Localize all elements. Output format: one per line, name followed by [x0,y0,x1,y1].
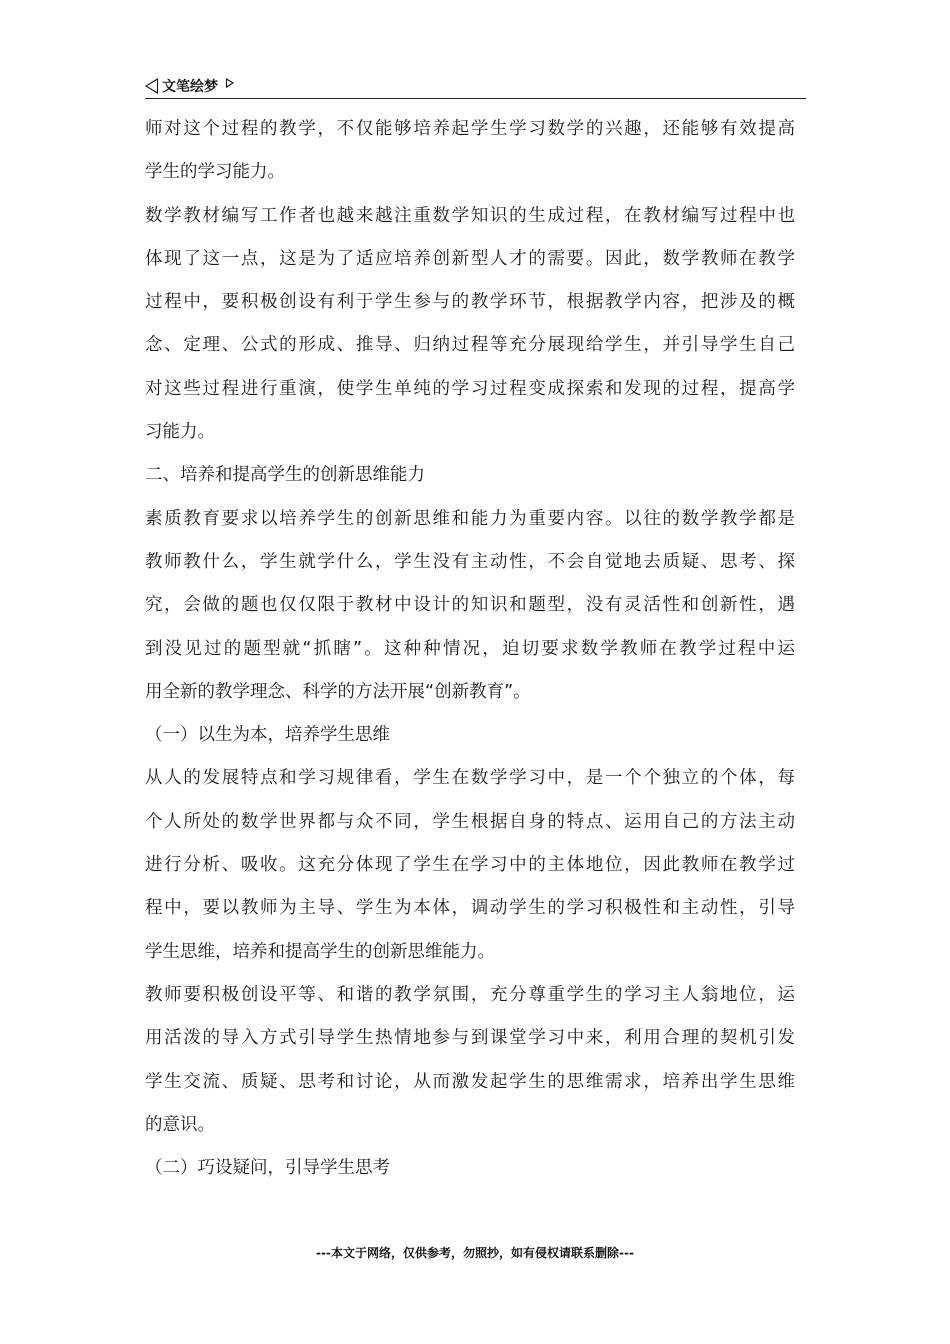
text-line: 的意识。 [145,1114,215,1135]
text-line: 用活泼的导入方式引导学生热情地参与到课堂学习中来，利用合理的契机引发 [145,1028,795,1049]
text-line: 二、培养和提高学生的创新思维能力 [145,465,425,486]
text-line: 学生的学习能力。 [145,162,285,183]
text-line: 程中，要以教师为主导、学生为本体，调动学生的学习积极性和主动性，引导 [145,898,795,919]
document-body [145,108,795,1190]
text-line: 从人的发展特点和学习规律看，学生在数学学习中，是一个个独立的个体，每 [145,768,795,789]
text-line: 学生交流、质疑、思考和讨论，从而激发起学生的思维需求，培养出学生思维 [145,1071,795,1092]
text-line: 教师教什么，学生就学什么，学生没有主动性，不会自觉地去质疑、思考、探 [145,551,795,572]
text-line: 过程中，要积极创设有利于学生参与的教学环节，根据教学内容，把涉及的概 [145,292,795,313]
text-line: 体现了这一点，这是为了适应培养创新型人才的需要。因此，数学教师在教学 [145,248,795,269]
triangle-left-icon [145,78,158,94]
text-line: （一）以生为本，培养学生思维 [145,725,390,746]
text-line: 习能力。 [145,422,215,443]
text-line: 教师要积极创设平等、和谐的教学氛围，充分尊重学生的学习主人翁地位，运 [145,984,795,1005]
triangle-right-icon [226,78,234,88]
page-footer: ---本文于网络，仅供参考，勿照抄，如有侵权请联系删除--- [316,1246,634,1260]
text-line: 数学教材编写工作者也越来越注重数学知识的生成过程，在教材编写过程中也 [145,205,795,226]
text-line: 到没见过的题型就“抓瞎”。这种种情况，迫切要求数学教师在教学过程中运 [145,638,795,659]
text-line: 学生思维，培养和提高学生的创新思维能力。 [145,941,495,962]
header-title: 文笔绘梦 [162,79,218,95]
text-line: 师对这个过程的教学，不仅能够培养起学生学习数学的兴趣，还能够有效提高 [145,119,795,139]
page-header [145,74,806,99]
text-line: 个人所处的数学世界都与众不同，学生根据自身的特点、运用自己的方法主动 [145,811,795,832]
text-line: （二）巧设疑问，引导学生思考 [145,1158,390,1179]
text-line: 素质教育要求以培养学生的创新思维和能力为重要内容。以往的数学教学都是 [145,508,795,529]
text-line: 用全新的教学理念、科学的方法开展“创新教育”。 [145,681,531,702]
text-line: 进行分析、吸收。这充分体现了学生在学习中的主体地位，因此教师在教学过 [145,855,795,876]
text-line: 念、定理、公式的形成、推导、归纳过程等充分展现给学生，并引导学生自己 [145,335,795,356]
text-line: 对这些过程进行重演，使学生单纯的学习过程变成探索和发现的过程，提高学 [145,378,795,399]
text-line: 究，会做的题也仅仅限于教材中设计的知识和题型，没有灵活性和创新性，遇 [145,595,795,616]
